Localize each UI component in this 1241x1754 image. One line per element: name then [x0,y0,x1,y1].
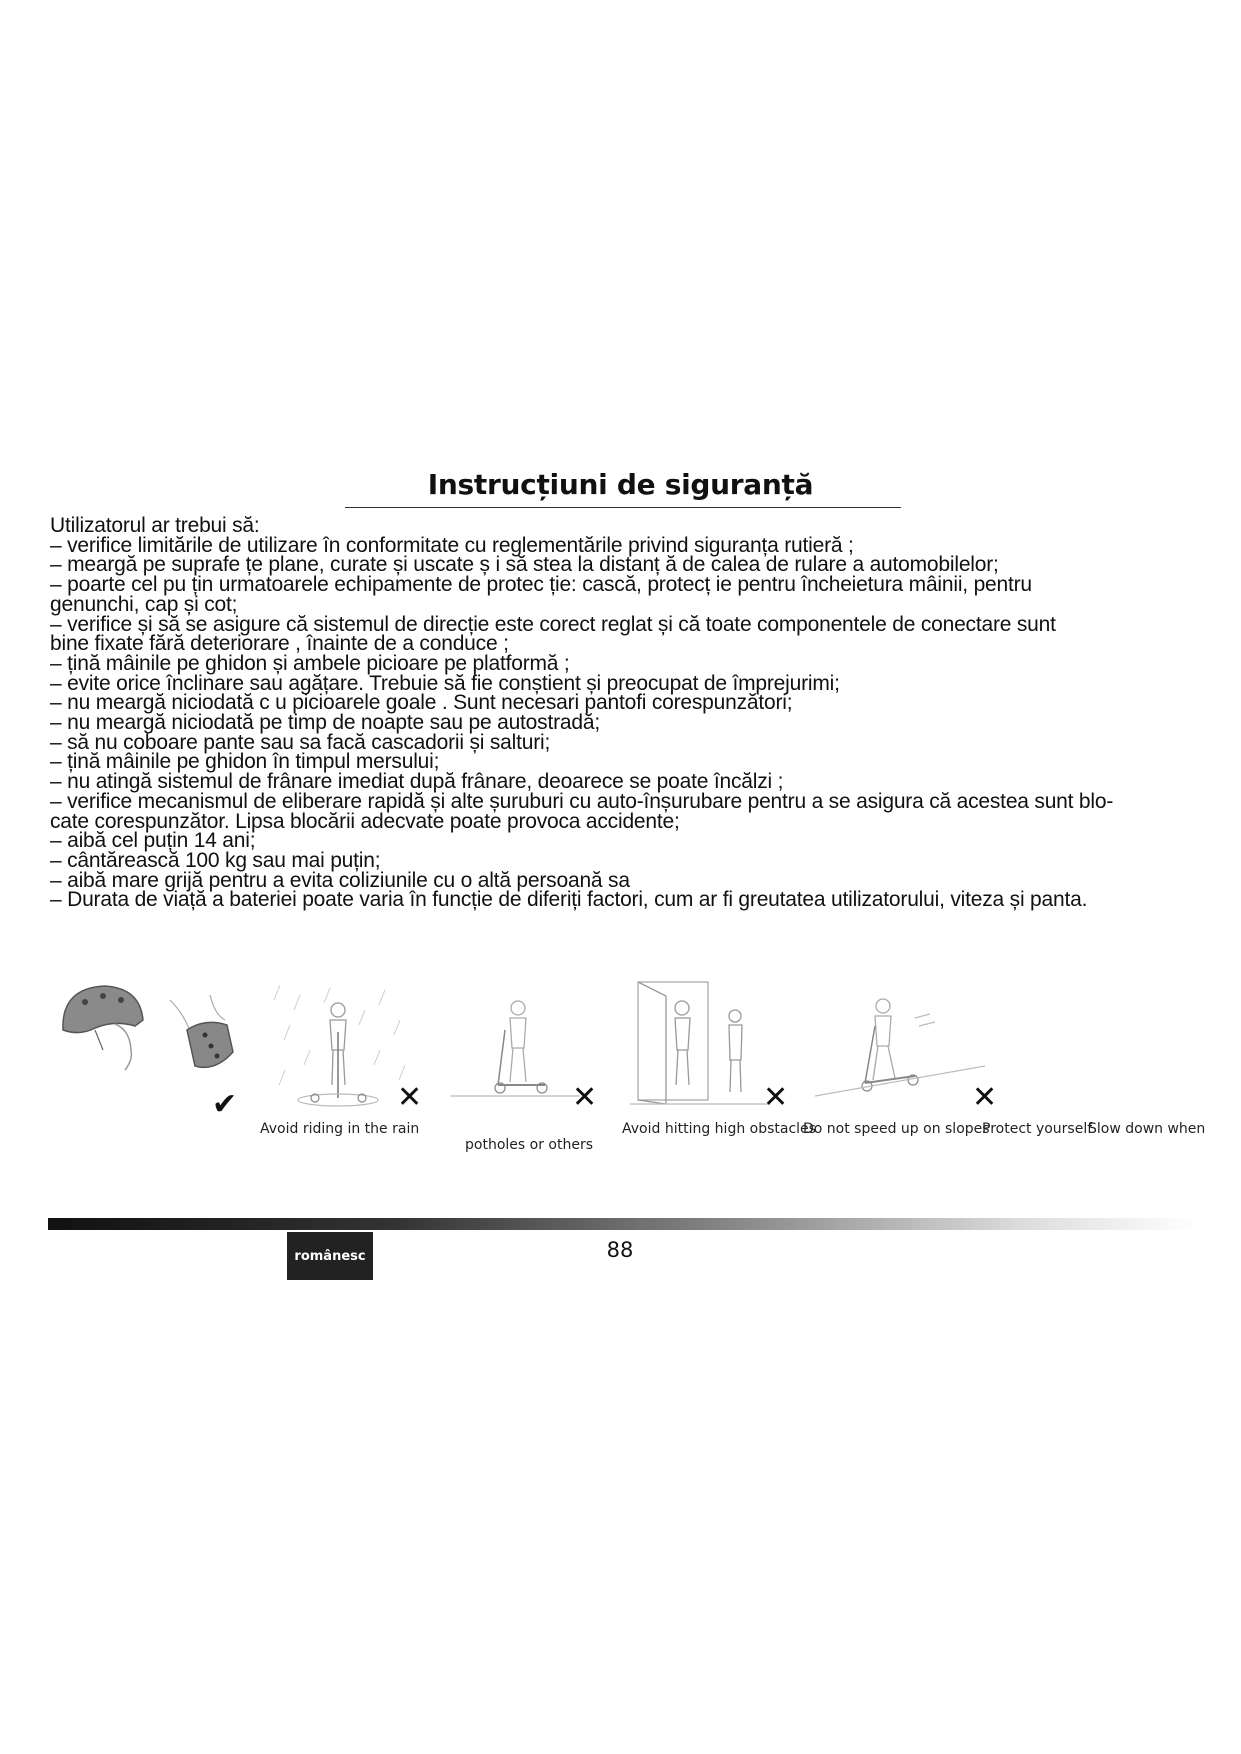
caption-slow-down: Slow down when [1088,1121,1206,1137]
language-badge: românesc [287,1232,373,1280]
instruction-line: – nu meargă niciodată c u picioarele goale . Sunt necesari pantofi corespunzători; [50,691,793,715]
instruction-line: – nu meargă niciodată pe timp de noapte sau pe autostradă; [50,711,600,735]
footer-divider [48,1218,1198,1230]
knee-pad-icon [165,990,245,1090]
safety-instructions [50,516,1200,910]
pothole-rider-icon [450,990,580,1105]
title-underline [345,507,901,508]
instruction-line: genunchi, cap și cot; [50,592,238,616]
page-number: 88 [606,1238,634,1262]
instruction-line: – verifice limitările de utilizare în conformitate cu reglementările privind siguranța rutieră ; [50,533,854,557]
instruction-line: – meargă pe suprafe țe plane, curate și uscate ș i să stea la distanț ă de calea de rulare a automobilelor; [50,553,999,577]
instruction-line: – să nu coboare pante sau sa facă cascadorii și salturi; [50,730,551,754]
caption-rain: Avoid riding in the rain [260,1121,420,1137]
cross-mark-icon: ✕ [763,1081,789,1114]
instruction-line: – nu atingă sistemul de frânare imediat după frânare, deoarece se poate încălzi ; [50,770,784,794]
instruction-line: – țină mâinile pe ghidon în timpul mersului; [50,750,440,774]
slope-rider-icon [815,988,995,1108]
door-obstacle-rider-icon [630,980,770,1110]
helmet-icon [55,980,150,1080]
instruction-line: – evite orice înclinare sau agățare. Trebuie să fie conștient și preocupat de împrejurimi; [50,671,840,695]
instruction-line: – cântărească 100 kg sau mai puțin; [50,848,381,872]
instruction-line: – Durata de viață a bateriei poate varia în funcție de diferiți factori, cum ar fi greutatea utilizatorului, viteza și panta. [50,888,1088,912]
instruction-line: cate corespunzător. Lipsa blocării adecvate poate provoca accidente; [50,809,680,833]
instruction-line: – aibă mare grijă pentru a evita coliziunile cu o altă persoană sa [50,868,630,892]
caption-slopes: Do not speed up on slopes [803,1121,990,1137]
instruction-line: – poarte cel pu țin urmatoarele echipamente de protec ție: cască, protecț ie pentru încheietura mâinii, pentru [50,573,1032,597]
page-title: Instrucțiuni de siguranță [427,468,814,501]
caption-potholes: potholes or others [465,1137,593,1153]
instruction-line: – verifice mecanismul de eliberare rapidă și alte șuruburi cu auto-înșurubare pentru a se asigura că acestea sunt blo- [50,789,1114,813]
safety-illustrations [0,980,1241,1180]
instruction-line: Utilizatorul ar trebui să: [50,514,260,537]
instruction-line: – aibă cel puțin 14 ani; [50,829,256,853]
caption-protect: Protect yourself [982,1121,1093,1137]
cross-mark-icon: ✕ [972,1081,998,1114]
cross-mark-icon: ✕ [572,1081,598,1114]
instruction-line: – verifice și să se asigure că sistemul de direcție este corect reglat și că toate componentele de conectare sunt [50,612,1056,636]
instruction-line: – țină mâinile pe ghidon și ambele picioare pe platformă ; [50,651,570,675]
check-mark-icon: ✔ [212,1088,238,1121]
caption-obstacles: Avoid hitting high obstacles [622,1121,816,1137]
instruction-line: bine fixate fără deteriorare , înainte de a conduce ; [50,632,509,656]
cross-mark-icon: ✕ [397,1081,423,1114]
